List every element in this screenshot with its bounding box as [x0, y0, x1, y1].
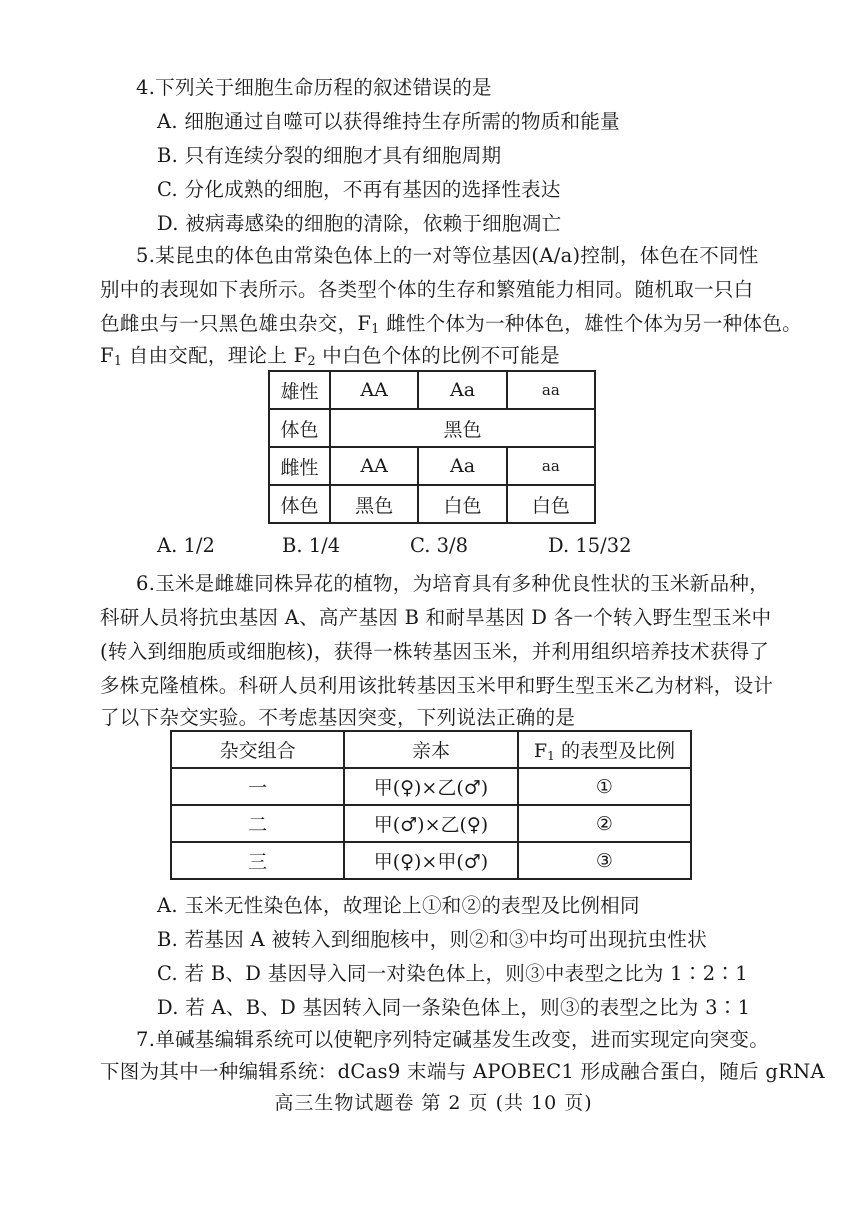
q5-line3-tail: 雌性个体为一种体色，雄性个体为另一种体色。 [379, 312, 802, 335]
q6-option-d: D. 若 A、B、D 基因转入同一条染色体上，则③的表型之比为 3∶1 [157, 996, 751, 1019]
q5-line3-text: 色雌虫与一只黑色雄虫杂交，F [100, 312, 372, 335]
q5-female-color: 白色 [418, 485, 506, 523]
q5-female-color: 白色 [507, 485, 595, 523]
q6-header-combo: 杂交组合 [171, 731, 344, 768]
q5-option-b: B. 1/4 [282, 534, 341, 557]
q6-table [170, 730, 692, 880]
q5-option-c: C. 3/8 [410, 534, 469, 557]
q4-option-d: D. 被病毒感染的细胞的清除，依赖于细胞凋亡 [157, 212, 562, 235]
q5-stem-line4 [100, 340, 560, 368]
q5-line4-sub1: 1 [113, 353, 123, 369]
q5-male-label: 雄性 [269, 371, 330, 409]
q6-result: ③ [518, 842, 691, 879]
q5-line3-sub: 1 [371, 321, 380, 337]
q5-female-color: 黑色 [330, 485, 418, 523]
q4-stem: 4.下列关于细胞生命历程的叙述错误的是 [136, 76, 492, 99]
q6-stem-line3: (转入到细胞质或细胞核)，获得一株转基因玉米，并利用组织培养技术获得了 [100, 640, 770, 663]
table-row [171, 768, 691, 805]
q5-female-genotype: aa [507, 447, 595, 485]
q6-stem-line2: 科研人员将抗虫基因 A、高产基因 B 和耐旱基因 D 各一个转入野生型玉米中 [100, 606, 772, 629]
q6-option-a: A. 玉米无性染色体，故理论上①和②的表型及比例相同 [157, 894, 640, 917]
q4-option-c: C. 分化成熟的细胞，不再有基因的选择性表达 [157, 178, 561, 201]
q6-combo: 三 [171, 842, 344, 879]
q5-stem-line3 [100, 308, 802, 336]
q5-male-genotype: AA [330, 371, 418, 409]
q5-stem-line1: 5.某昆虫的体色由常染色体上的一对等位基因(A/a)控制，体色在不同性 [136, 244, 759, 267]
q5-option-d: D. 15/32 [548, 534, 632, 557]
q6-stem-line4: 多株克隆植株。科研人员利用该批转基因玉米甲和野生型玉米乙为材料，设计 [100, 674, 774, 697]
q5-male-genotype: aa [507, 371, 595, 409]
q5-male-genotype: Aa [418, 371, 506, 409]
table-row [171, 805, 691, 842]
q5-male-color-label: 体色 [269, 409, 330, 447]
q5-option-a: A. 1/2 [157, 534, 215, 557]
q6-header-result [518, 731, 691, 768]
q6-header-parents: 亲本 [344, 731, 518, 768]
q7-stem-line2: 下图为其中一种编辑系统：dCas9 末端与 APOBEC1 形成融合蛋白，随后 gRNA [100, 1060, 825, 1083]
q6-result: ② [518, 805, 691, 842]
q5-line4-sub2: 2 [307, 353, 316, 369]
q4-option-b: B. 只有连续分裂的细胞才具有细胞周期 [157, 144, 502, 167]
q6-header-sub: 1 [547, 749, 555, 764]
q6-result: ① [518, 768, 691, 805]
q6-option-c: C. 若 B、D 基因导入同一对染色体上，则③中表型之比为 1∶2∶1 [157, 962, 748, 985]
q6-parents: 甲(♀)×甲(♂) [344, 842, 518, 879]
q5-table [268, 370, 596, 524]
q6-combo: 二 [171, 805, 344, 842]
q5-female-color-label: 体色 [269, 485, 330, 523]
q5-female-genotype: AA [330, 447, 418, 485]
q5-female-label: 雌性 [269, 447, 330, 485]
q5-line4-head: F [100, 344, 114, 367]
page-footer: 高三生物试题卷 第 2 页 (共 10 页) [274, 1092, 593, 1114]
q6-parents: 甲(♂)×乙(♀) [344, 805, 518, 842]
q6-stem-line5: 了以下杂交实验。不考虑基因突变，下列说法正确的是 [100, 706, 576, 729]
q5-female-genotype: Aa [418, 447, 506, 485]
q6-parents: 甲(♀)×乙(♂) [344, 768, 518, 805]
table-row [171, 842, 691, 879]
q6-header-tail: 的表型及比例 [554, 739, 675, 762]
q7-stem-line1: 7.单碱基编辑系统可以使靶序列特定碱基发生改变，进而实现定向突变。 [136, 1028, 770, 1051]
q5-line4-tail: 中白色个体的比例不可能是 [315, 344, 560, 367]
q6-option-b: B. 若基因 A 被转入到细胞核中，则②和③中均可出现抗虫性状 [157, 928, 708, 951]
q5-stem-line2: 别中的表现如下表所示。各类型个体的生存和繁殖能力相同。随机取一只白 [100, 278, 754, 301]
q5-male-color: 黑色 [330, 409, 595, 447]
q5-line4-mid: 自由交配，理论上 F [122, 344, 308, 367]
q6-combo: 一 [171, 768, 344, 805]
q4-option-a: A. 细胞通过自噬可以获得维持生存所需的物质和能量 [157, 110, 620, 133]
q6-stem-line1: 6.玉米是雌雄同株异花的植物，为培育具有多种优良性状的玉米新品种， [136, 572, 770, 595]
q6-header-f: F [533, 739, 548, 762]
